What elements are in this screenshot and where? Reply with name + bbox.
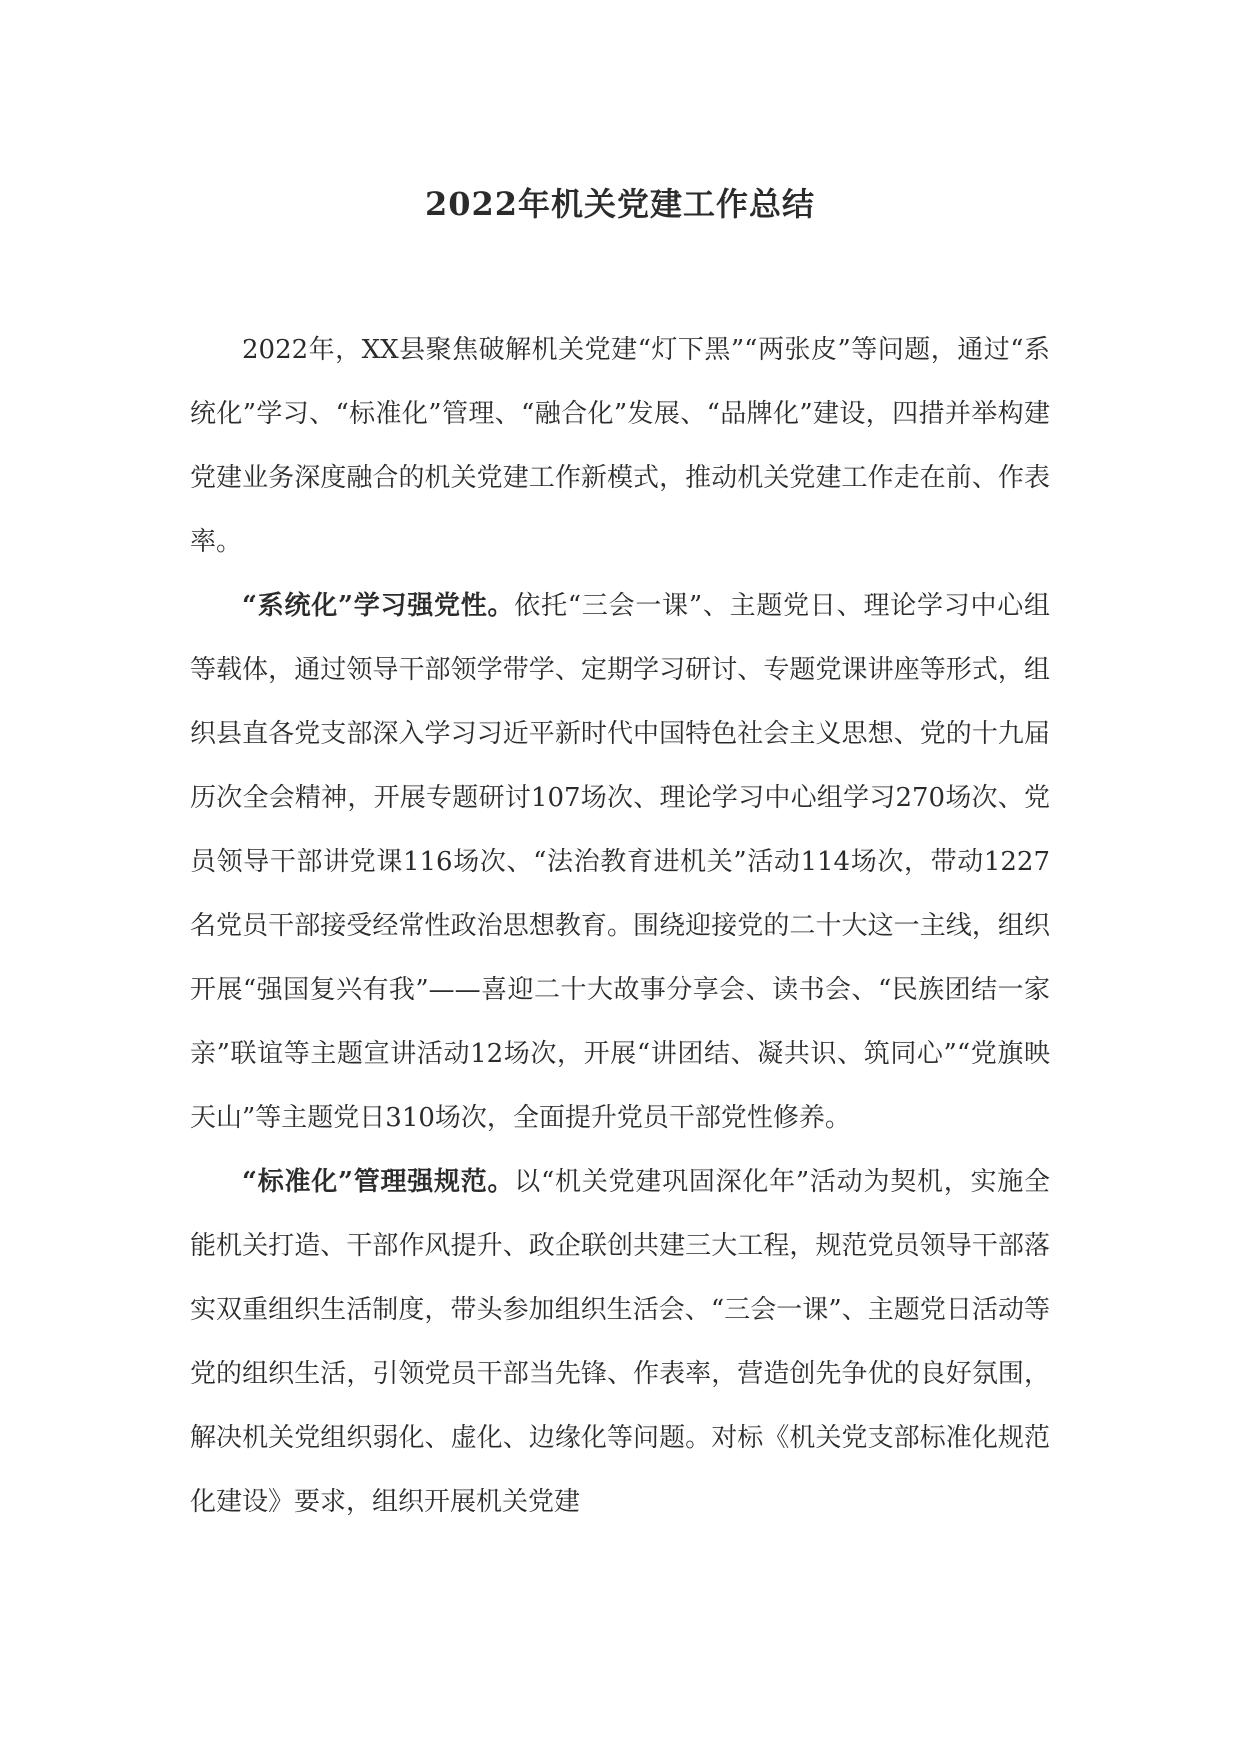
- paragraph-text: 依托“三会一课”、主题党日、理论学习中心组等载体，通过领导干部领学带学、定期学习研讨、专题党课讲座等形式，组织县直各党支部深入学习习近平新时代中国特色社会主义思想、党的十九届历次全会精神，开展专题研讨107场次、理论学习中心组学习270场次、党员领导干部讲党课116场次、“法治教育进机关”活动114场次，带动1227名党员干部接受经常性政治思想教育。围绕迎接党的二十大这一主线，组织开展“强国复兴有我”——喜迎二十大故事分享会、读书会、“民族团结一家亲”联谊等主题宣讲活动12场次，开展“讲团结、凝共识、筑同心”“党旗映天山”等主题党日310场次，全面提升党员干部党性修养。: [190, 591, 1050, 1133]
- paragraph-intro: [190, 318, 1050, 574]
- paragraph-text: 以“机关党建巩固深化年”活动为契机，实施全能机关打造、干部作风提升、政企联创共建三大工程，规范党员领导干部落实双重组织生活制度，带头参加组织生活会、“三会一课”、主题党日活动等党的组织生活，引领党员干部当先锋、作表率，营造创先争优的良好氛围，解决机关党组织弱化、虚化、边缘化等问题。对标《机关党支部标准化规范化建设》要求，组织开展机关党建: [190, 1167, 1050, 1517]
- paragraph-text: 2022年，XX县聚焦破解机关党建“灯下黑”“两张皮”等问题，通过“系统化”学习、“标准化”管理、“融合化”发展、“品牌化”建设，四措并举构建党建业务深度融合的机关党建工作新模式，推动机关党建工作走在前、作表率。: [190, 335, 1050, 557]
- paragraph-lead: “标准化”管理强规范。: [242, 1167, 515, 1197]
- paragraph-standardized-management: [190, 1150, 1050, 1534]
- paragraph-systematic-learning: [190, 574, 1050, 1150]
- page-title: 2022年机关党建工作总结: [424, 185, 816, 223]
- document-body: [190, 318, 1050, 1534]
- paragraph-lead: “系统化”学习强党性。: [242, 591, 515, 621]
